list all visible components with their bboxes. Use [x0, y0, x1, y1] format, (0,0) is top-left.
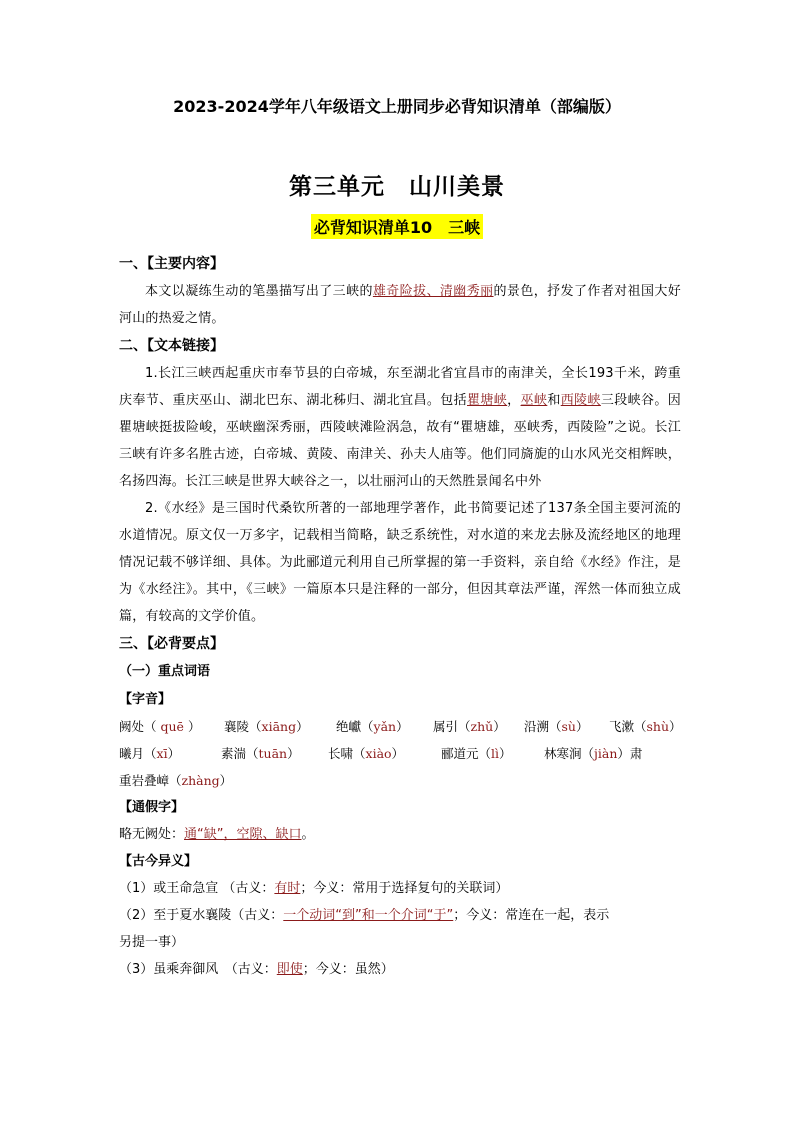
- text-run: （1）或王命急宣 （古义：: [119, 881, 275, 896]
- pinyin-item: 沿溯（sù）: [524, 719, 589, 734]
- text-run: 的景色，抒发了作者对祖国大好河山的热爱之情。: [119, 284, 681, 326]
- text-run: 1.长江三峡西起重庆市奉节县的白帝城，东至湖北省宜昌市的南津关，全长193千米，跨重庆奉节、重庆巫山、湖北巴东、湖北秭归、湖北宜昌。包括: [119, 366, 681, 408]
- sub-heading-key-words: （一）重点词语: [119, 664, 211, 679]
- pinyin-item: 绝巘（yǎn）: [336, 719, 409, 734]
- pinyin-row-3: [119, 767, 681, 794]
- pinyin-item: 曦月（xī）: [119, 746, 181, 761]
- section-heading-main-content: 一、【主要内容】: [119, 256, 224, 272]
- highlight-text: 雄奇险拔、清幽秀丽: [372, 284, 494, 299]
- text-run: ；今义：常连在一起，表示: [453, 908, 610, 923]
- text-link-paragraph-1: [119, 360, 681, 495]
- pinyin-item: 郦道元（lì）: [441, 746, 512, 761]
- pinyin-item: 属引（zhǔ）: [433, 719, 506, 734]
- highlight-text: 巫峡: [520, 393, 548, 408]
- pinyin-item: 林寒涧（jiàn）肃: [544, 746, 643, 761]
- text-run: 本文以凝练生动的笔墨描写出了三峡的: [145, 284, 373, 299]
- text-run: （2）至于夏水襄陵（古义：: [119, 908, 284, 923]
- highlight-text: 西陵峡: [560, 393, 601, 408]
- highlight-text: 即使: [276, 962, 303, 977]
- tongjia-heading: 【通假字】: [119, 800, 185, 815]
- gujin-item-2: [119, 902, 681, 929]
- highlight-text: 一个动词“到”和一个介词“于”: [283, 908, 454, 923]
- highlight-text: 通“缺”，空隙、缺口: [184, 827, 302, 842]
- highlight-text: 有时: [274, 881, 301, 896]
- pinyin-item: 重岩叠嶂（zhàng）: [119, 773, 233, 788]
- pinyin-item: 素湍（tuān）: [221, 746, 300, 761]
- tongjia-item: [119, 821, 681, 848]
- gujin-item-2-cont: 另提一事）: [119, 935, 185, 950]
- gujin-heading: 【古今异义】: [119, 854, 198, 869]
- text-run: 略无阙处：: [119, 827, 185, 842]
- section-heading-key-points: 三、【必背要点】: [119, 636, 224, 652]
- pinyin-item: 襄陵（xiāng）: [224, 719, 309, 734]
- text-run: 三段峡谷。因瞿塘峡挺拔险峻，巫峡幽深秀丽，西陵峡滩险涡急，故有“瞿塘雄，巫峡秀，西陵险”之说。长江三峡有许多名胜古迹，白帝城、黄陵、南津关、孙夫人庙等。他们同旖旎的山水风光交相辉映，名扬四海。长江三峡是世界大峡谷之一，以壮丽河山的天然胜景闻名中外: [119, 393, 681, 489]
- text-run: 。: [301, 827, 315, 842]
- highlight-text: 瞿塘峡: [467, 393, 508, 408]
- unit-title: 第三单元 山川美景: [289, 173, 505, 200]
- pinyin-item: 飞漱（shù）: [609, 719, 682, 734]
- text-run: ，: [507, 393, 521, 408]
- pronunciation-heading: 【字音】: [119, 692, 172, 707]
- text-run: 和: [547, 393, 561, 408]
- pinyin-item: 长啸（xiào）: [328, 746, 405, 761]
- pinyin-row-2: [119, 740, 681, 767]
- main-content-paragraph: [119, 278, 681, 332]
- list-title-wrap: [0, 214, 794, 239]
- text-run: ；今义：虽然）: [302, 962, 394, 977]
- content: [119, 250, 681, 983]
- gujin-item-3: [119, 956, 681, 983]
- list-title: 必背知识清单10 三峡: [311, 214, 483, 239]
- text-run: ；今义：常用于选择复句的关联词）: [300, 881, 509, 896]
- text-run: （3）虽乘奔御风 （古义：: [119, 962, 277, 977]
- gujin-item-1: [119, 875, 681, 902]
- document-title: 2023-2024学年八年级语文上册同步必背知识清单（部编版）: [173, 97, 621, 116]
- pinyin-row-1: [119, 713, 681, 740]
- section-heading-text-link: 二、【文本链接】: [119, 338, 224, 354]
- pinyin-item: 阙处（ quē ）: [119, 719, 201, 734]
- text-link-paragraph-2: 2.《水经》是三国时代桑钦所著的一部地理学著作，此书简要记述了137条全国主要河流的水道情况。原文仅一万多字，记载相当简略，缺乏系统性，对水道的来龙去脉及流经地区的地理情况记载不够详细、具体。为此郦道元利用自己所掌握的第一手资料，亲自给《水经》作注，是为《水经注》。其中，《三峡》一篇原本只是注释的一部分，但因其章法严谨，浑然一体而独立成篇，有较高的文学价值。: [119, 501, 681, 624]
